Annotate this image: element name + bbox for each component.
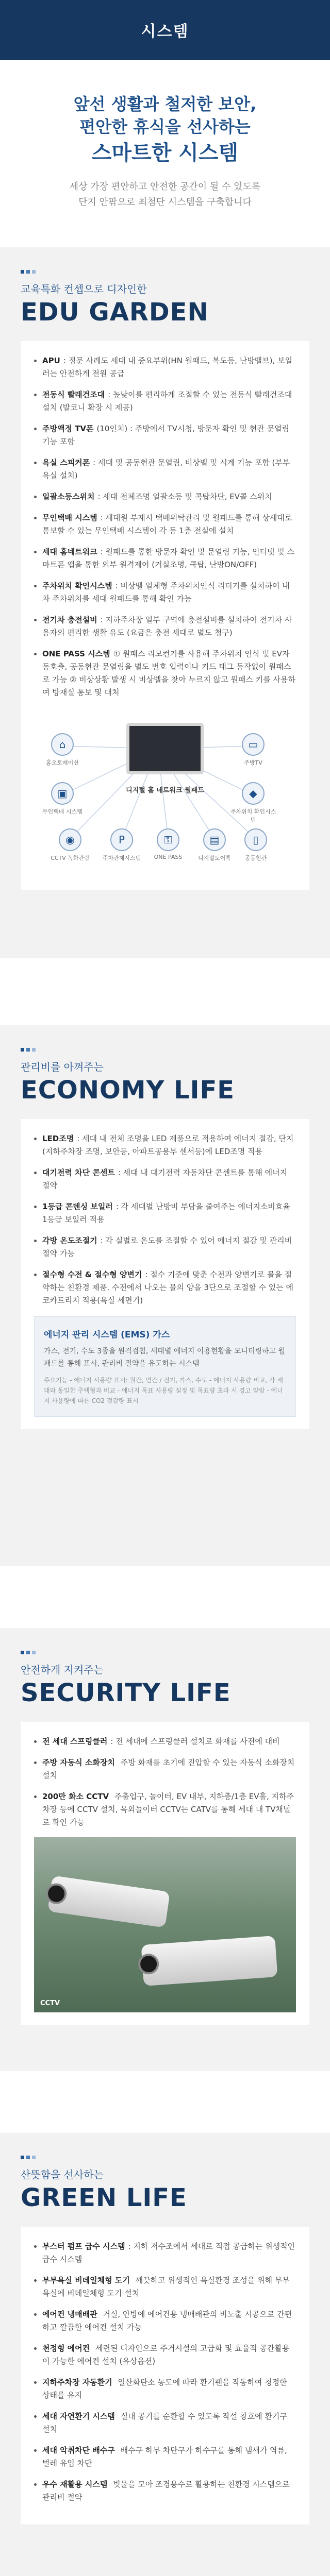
section-subtitle: 안전하게 지켜주는 [21, 1664, 104, 1676]
feature-name: LED조명 [42, 1134, 74, 1143]
security-card [21, 1722, 309, 2025]
ems-body: 가스, 전기, 수도 3종을 원격검침, 세대별 에너지 이용현황을 모니터링하고 월패드를 통해 표시, 관리비 절약을 유도하는 시스템 [44, 1347, 286, 1368]
feature-item [34, 388, 296, 414]
green-card [21, 2227, 309, 2524]
header-bar [0, 0, 330, 60]
feature-item [34, 2240, 296, 2266]
cctv-photo [34, 1837, 296, 2012]
box-icon: ▣ 무인택배 시스템 [39, 782, 86, 816]
section-title: SECURITY LIFE [21, 1679, 231, 1707]
feature-item [34, 2444, 296, 2470]
feature-item [34, 1268, 296, 1307]
section-dots [21, 1048, 330, 1052]
feature-name: 주방 자동식 소화장치 [42, 1758, 115, 1767]
parking-icon: P 주차관제시스템 [98, 828, 145, 862]
feature-name: 1등급 콘덴싱 보일러 [42, 1202, 113, 1211]
feature-name: 세대 악취차단 배수구 [42, 2446, 115, 2455]
feature-item [34, 2308, 296, 2334]
feature-name: 우수 재활용 시스템 [42, 2480, 108, 2489]
feature-item [34, 1200, 296, 1226]
section-edu-garden [0, 247, 330, 958]
feature-desc: : 월패드를 통한 방문자 확인 및 문열림 기능, 인터넷 및 스마트폰 앱을 통한 외부 원격제어 (거실조명, 쿡탑, 난방ON/OFF) [42, 547, 294, 569]
feature-desc: : 각 실별로 온도를 조절할 수 있어 에너지 절감 및 관리비 절약 가능 [42, 1236, 292, 1258]
intro [0, 60, 330, 210]
section-title: GREEN LIFE [21, 2183, 187, 2212]
feature-desc: : 각 세대별 난방비 부담을 줄여주는 에너지소비효율 1등급 보일러 적용 [42, 1202, 290, 1224]
feature-desc: 실내 공기를 순환할 수 있도록 작설 창호에 환기구 설치 [42, 2412, 287, 2434]
feature-desc: : 세대 및 공동현관 문열림, 비상벨 및 시계 기능 포함 (부부욕실 설치) [42, 458, 290, 480]
wallpad-label: 디지털 홈 네트워크 월패드 [126, 787, 204, 794]
intro-line1: 앞선 생활과 철저한 보안, [73, 94, 257, 114]
feature-desc: 주출입구, 놀이터, EV 내부, 지하층/1층 EV홀, 지하주차장 등에 CCTV 설치, 옥외놀이터 CCTV는 CATV를 통해 세대 내 TV채널로 확인 가능 [42, 1792, 294, 1827]
feature-name: 주차위치 확인시스템 [42, 581, 112, 590]
section-dots [21, 1651, 330, 1654]
feature-desc: : 세대 내 전체 조명을 LED 제품으로 적용하여 에너지 절감, 단지(지하주차장 조명, 보안등, 아파트공용부 센서등)에 LED조명 적용 [42, 1134, 294, 1156]
tv-icon: ▭ 주방TV [230, 733, 276, 767]
feature-item [34, 614, 296, 639]
feature-item [34, 546, 296, 571]
wallpad-device [126, 723, 204, 774]
feature-desc: : 전 세대에 스프링클러 설치로 화재를 사전에 대비 [110, 1737, 280, 1746]
section-title: ECONOMY LIFE [21, 1076, 235, 1105]
intro-sub [0, 179, 330, 210]
feature-desc: 깨끗하고 위생적인 욕실환경 조성을 위해 부부욕실에 비데일체형 도기 설치 [42, 2276, 290, 2298]
feature-item [34, 580, 296, 605]
feature-desc: : 정문 사례도 세대 내 중요부위(HN 월패드, 복도등, 난방밸브), 보일러는 안전하게 전원 공급 [42, 356, 293, 378]
feature-desc: 주방 화재를 초기에 진압할 수 있는 자동식 소화장치 설치 [42, 1758, 295, 1780]
home-network-diagram [34, 707, 296, 877]
feature-name: ONE PASS 시스템 [42, 649, 110, 658]
feature-desc: 일산화탄소 농도에 따라 환기팬을 작동하여 청정한 상태를 유지 [42, 2378, 287, 2400]
ems-box [34, 1316, 296, 1417]
feature-item [34, 1132, 296, 1158]
ems-title: 에너지 관리 시스템 (EMS) 가스 [44, 1330, 170, 1340]
feature-name: 무인택배 시스템 [42, 513, 97, 522]
section-dots [21, 270, 330, 274]
intro-line3: 스마트한 시스템 [91, 141, 239, 165]
feature-desc: : 높낮이를 편리하게 조절할 수 있는 전동식 빨래건조대 설치 (발코니 확장 시 제공) [42, 390, 292, 412]
feature-desc: 거실, 안방에 에어컨용 냉매배관의 비노출 시공으로 간편하고 깔끔한 에어컨 설치 가능 [42, 2310, 292, 2332]
feature-desc: : 세대 내 대기전력 자동차단 콘센트를 통해 에너지 절약 [42, 1168, 288, 1190]
feature-item [34, 648, 296, 699]
feature-item [34, 490, 296, 503]
feature-item [34, 354, 296, 380]
feature-name: 세대 홈네트워크 [42, 547, 97, 556]
feature-desc: : 지하 저수조에서 세대로 직접 공급하는 위생적인 급수 시스템 [42, 2242, 295, 2264]
edu-card [21, 341, 309, 890]
feature-name: 부스터 펌프 급수 시스템 [42, 2242, 125, 2251]
feature-name: 에어컨 냉매배관 [42, 2310, 97, 2319]
feature-item [34, 2274, 296, 2300]
feature-name: 전기차 충전설비 [42, 615, 97, 624]
feature-name: 대기전력 차단 콘센트 [42, 1168, 115, 1177]
ems-functions: 주요기능 - 에너지 사용량 표시: 월간, 연간 / 전기, 가스, 수도 - 에너지 사용량 비교, 각 세대와 동일한 주택형과 비교 - 에너지 목표 사용량 설정 및 목표량 초과 시 경고 알람 - 에너지 사용량에 따른 CO2 절감량 표시 [44, 1377, 283, 1404]
photo-caption: CCTV [40, 1999, 60, 2007]
section-security-life [0, 1628, 330, 2071]
section-green-life [0, 2133, 330, 2576]
section-subtitle: 산뜻함을 선사하는 [21, 2168, 104, 2181]
section-subtitle: 교육특화 컨셉으로 디자인한 [21, 283, 147, 295]
feature-desc: : 절수 기준에 맞춘 수전과 양변기로 물을 절약하는 친환경 제품. 수전에서 나오는 물의 양을 3단으로 조절할 수 있는 에코카트리지 적용(욕실 세면기) [42, 1270, 293, 1305]
home-icon: ⌂ 홈오토메이션 [39, 733, 86, 767]
section-economy-life [0, 1025, 330, 1566]
lock-icon: ▤ 디지털도어록 [191, 828, 238, 862]
intro-sub-line1: 세상 가장 편안하고 안전한 공간이 될 수 있도록 [69, 181, 261, 192]
feature-desc: 배수구 하부 차단구가 하수구를 통해 냄새가 역류, 벌레 유입 차단 [42, 2446, 287, 2468]
door-icon: ▯ 공동현관 [233, 828, 279, 862]
cctv-camera-icon [141, 1936, 278, 1986]
section-dots [21, 2156, 330, 2159]
camera-icon: ◉ CCTV 녹화관람 [47, 828, 93, 862]
feature-item [34, 1234, 296, 1260]
feature-desc: : 지하주차장 일부 구역에 충전설비를 설치하여 전기차 사용자의 편리한 생활 유도 (요금은 충전 세대로 별도 청구) [42, 615, 292, 637]
feature-item [34, 422, 296, 448]
feature-name: 주방액정 TV폰 [42, 424, 94, 433]
feature-desc: : 비상벨 일체형 주차위치인식 리더기를 설치하여 내 차 주차위치를 세대 월패드를 통해 확인 가능 [42, 581, 290, 603]
feature-desc: : 세대 전체조명 일괄소등 및 콕탑차단, EV콜 스위치 [97, 492, 272, 501]
feature-item [34, 2376, 296, 2402]
section-title: EDU GARDEN [21, 298, 209, 327]
feature-desc: 빗물을 모아 조경용수로 활용하는 친환경 시스템으로 관리비 절약 [42, 2480, 290, 2502]
feature-item [34, 2342, 296, 2368]
feature-name: 부부욕실 비데일체형 도기 [42, 2276, 130, 2285]
feature-item [34, 1735, 296, 1748]
intro-sub-line2: 단지 안팎으로 최첨단 시스템을 구축합니다 [78, 197, 252, 208]
feature-item [34, 2478, 296, 2504]
section-subtitle: 관리비를 아껴주는 [21, 1061, 104, 1073]
feature-name: 천정형 에어컨 [42, 2344, 90, 2353]
feature-item [34, 512, 296, 537]
car-icon: ◆ 주차위치 확인시스템 [230, 782, 276, 824]
feature-name: APU [42, 356, 60, 365]
feature-name: 전 세대 스프링클러 [42, 1737, 108, 1746]
feature-desc: : 세대원 부재시 택배위탁관리 및 월패드를 통해 상세대로 통보할 수 있는 무인택배 시스템이 각 동 1층 전실에 설치 [42, 513, 292, 535]
feature-name: 세대 자연환기 시스템 [42, 2412, 115, 2421]
feature-item [34, 1166, 296, 1192]
economy-card [21, 1119, 309, 1429]
feature-item [34, 2410, 296, 2436]
feature-name: 지하주차장 자동환기 [42, 2378, 112, 2387]
cctv-camera-icon [47, 1875, 170, 1927]
feature-name: 전동식 빨래건조대 [42, 390, 105, 399]
feature-desc: ① 원패스 리모컨키를 사용해 주차위치 인식 및 EV자동호출, 공동현관 문열림을 별도 번호 입력이나 키드 태그 동작없이 원패스로 가능 ② 비상상황 발생 시 비상벨을 찾아 누르지 않고 원패스 키를 사용하여 방재실 통보 및 대처 [42, 649, 295, 697]
feature-desc: (10인치) : 주방에서 TV시청, 방문자 확인 및 현관 문열림 기능 포함 [42, 424, 290, 446]
feature-name: 200만 화소 CCTV [42, 1792, 109, 1801]
feature-item [34, 456, 296, 482]
key-icon: ⚿ ONE PASS [145, 828, 191, 860]
page-title: 시스템 [141, 23, 189, 41]
feature-desc: 세련된 디자인으로 주거시설의 고급화 및 효율적 공간활용이 가능한 에어컨 설치 (유상옵션) [42, 2344, 290, 2366]
feature-name: 절수형 수전 & 절수형 양변기 [42, 1270, 142, 1279]
feature-name: 일괄소등스위치 [42, 492, 95, 501]
intro-line2: 편안한 휴식을 선사하는 [79, 117, 251, 137]
feature-name: 욕실 스피커폰 [42, 458, 90, 467]
feature-item [34, 1756, 296, 1782]
feature-name: 각방 온도조절기 [42, 1236, 97, 1245]
feature-item [34, 1790, 296, 1829]
